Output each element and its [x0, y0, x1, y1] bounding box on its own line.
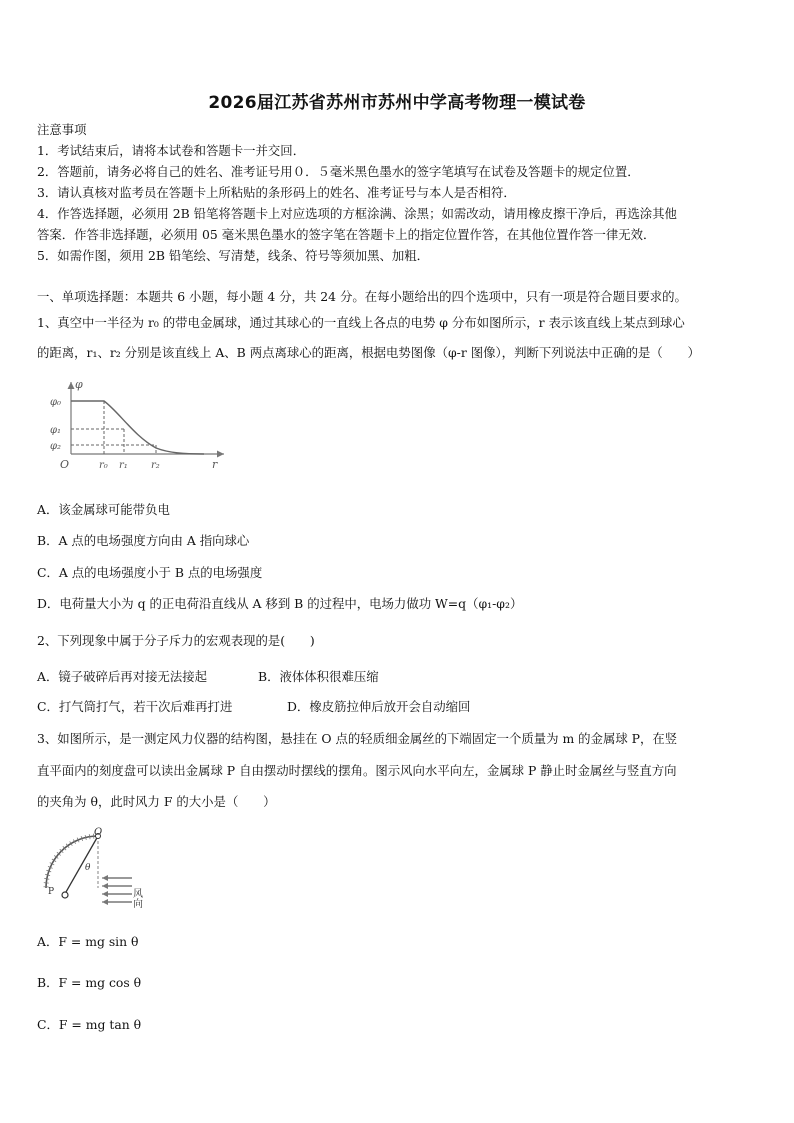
notice-item: 3．请认真核对监考员在答题卡上所粘贴的条形码上的姓名、准考证号与本人是否相符． [37, 185, 516, 200]
q3-option-b: B．F = mg cos θ [37, 975, 142, 990]
y-axis-label: φ [75, 378, 83, 391]
q2-option-c: C．打气筒打气，若干次后难再打进 [37, 699, 233, 714]
q3-stem-line: 3、如图所示，是一测定风力仪器的结构图，悬挂在 O 点的轻质细金属丝的下端固定一个质量为 m 的金属球 P，在竖 [37, 731, 678, 746]
q1-option-a: A．该金属球可能带负电 [37, 502, 170, 517]
q2-option-b: B．液体体积很难压缩 [258, 669, 379, 684]
y-tick-label: φ₂ [50, 441, 62, 452]
notice-heading: 注意事项 [37, 122, 87, 137]
x-tick-label: r₂ [151, 460, 160, 471]
theta-label: θ [85, 863, 91, 873]
wind-direction-label: 风向 [130, 888, 142, 908]
q2-stem: 2、下列现象中属于分子斥力的宏观表现的是( ) [37, 633, 315, 648]
q1-stem-line: 1、真空中一半径为 r₀ 的带电金属球，通过其球心的一直线上各点的电势 φ 分布如图所示，r 表示该直线上某点到球心 [37, 315, 685, 330]
notice-item: 答案．作答非选择题，必须用 05 毫米黑色墨水的签字笔在答题卡上的指定位置作答，在其他位置作答一律无效． [37, 227, 656, 242]
y-tick-label: φ₁ [50, 425, 62, 436]
page-title: 2026届江苏省苏州市苏州中学高考物理一模试卷 [208, 93, 586, 113]
notice-item: 2．答题前，请务必将自己的姓名、准考证号用０．５毫米黑色墨水的签字笔填写在试卷及答题卡的规定位置． [37, 164, 640, 179]
q1-stem-line: 的距离，r₁、r₂ 分别是该直线上 A、B 两点离球心的距离，根据电势图像（φ-r 图像），判断下列说法中正确的是（ ） [37, 345, 700, 360]
x-tick-label: r₀ [99, 460, 108, 471]
phi-r-graph [44, 376, 234, 472]
q1-option-d: D．电荷量大小为 q 的正电荷沿直线从 A 移到 B 的过程中，电场力做功 W=q（φ₁-φ₂） [37, 596, 523, 611]
origin-label: O [60, 458, 70, 471]
x-axis-label: r [212, 458, 218, 471]
potential-curve [71, 401, 204, 454]
q3-option-c: C．F = mg tan θ [37, 1017, 142, 1032]
q3-option-a: A．F = mg sin θ [37, 934, 139, 949]
metal-ball [62, 892, 68, 898]
p-label: P [48, 887, 55, 897]
q3-stem-line: 直平面内的刻度盘可以读出金属球 P 自由摆动时摆线的摆角。图示风向水平向左，金属球 P 静止时金属丝与竖直方向 [37, 763, 677, 778]
notice-item: 1．考试结束后，请将本试卷和答题卡一并交回． [37, 143, 306, 158]
notice-item: 5．如需作图，须用 2B 铅笔绘、写清楚，线条、符号等须加黑、加粗． [37, 248, 430, 263]
o-label: O [94, 827, 103, 838]
q2-option-d: D．橡皮筋拉伸后放开会自动缩回 [287, 699, 471, 714]
y-tick-label: φ₀ [50, 397, 62, 408]
q3-stem-line: 的夹角为 θ，此时风力 F 的大小是（ ） [37, 794, 276, 809]
notice-item: 4．作答选择题，必须用 2B 铅笔将答题卡上对应选项的方框涂满、涂黑；如需改动，请用橡皮擦干净后，再选涂其他 [37, 206, 677, 221]
section-heading: 一、单项选择题：本题共 6 小题，每小题 4 分，共 24 分。在每小题给出的四个选项中，只有一项是符合题目要求的。 [37, 289, 687, 304]
q1-option-b: B．A 点的电场强度方向由 A 指向球心 [37, 533, 250, 548]
x-tick-label: r₁ [119, 460, 128, 471]
q1-option-c: C．A 点的电场强度小于 B 点的电场强度 [37, 565, 263, 580]
q2-option-a: A．镜子破碎后再对接无法接起 [37, 669, 208, 684]
wind-gauge-figure [40, 826, 160, 912]
